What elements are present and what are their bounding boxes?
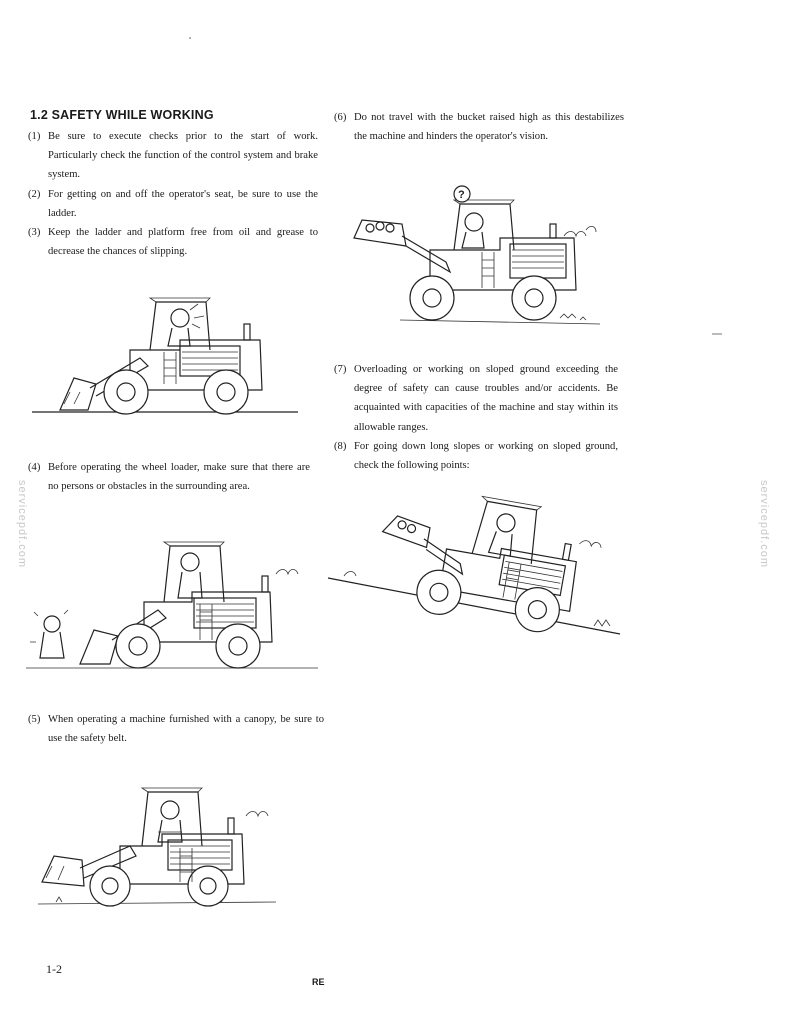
- item-number: (8): [334, 440, 347, 452]
- page-number: 1-2: [46, 962, 62, 976]
- item-text: Before operating the wheel loader, make sure that there are no persons or obstacles in the surrounding area.: [48, 462, 310, 493]
- item-number: (4): [28, 462, 41, 473]
- item-number: (2): [28, 188, 41, 200]
- item-text: Be sure to execute checks prior to the start of work. Particularly check the function of the control system and brake system.: [48, 131, 318, 181]
- item-number: (7): [334, 364, 347, 375]
- question-mark-icon: ?: [458, 189, 465, 201]
- item-text: Overloading or working on sloped ground exceeding the degree of safety can cause troubles and/or accidents. Be acquainted with capacities of the machine and stay within its allowable ranges.: [354, 364, 618, 433]
- item-number: (1): [28, 131, 41, 142]
- item-number: (6): [334, 112, 347, 123]
- document-code: RE: [312, 977, 325, 987]
- item-text: Keep the ladder and platform free from oil and grease to decrease the chances of slipping.: [48, 227, 318, 258]
- item-text: When operating a machine furnished with a canopy, be sure to use the safety belt.: [48, 714, 324, 745]
- item-number: (5): [28, 714, 41, 725]
- item-text: For going down long slopes or working on sloped ground, check the following points:: [354, 440, 618, 472]
- item-text: For getting on and off the operator's seat, be sure to use the ladder.: [48, 188, 318, 219]
- watermark-right: servicepdf.com: [757, 480, 770, 568]
- item-number: (3): [28, 227, 41, 239]
- item-text: Do not travel with the bucket raised high as this destabilizes the machine and hinders the operator's vision.: [354, 112, 624, 143]
- watermark-left: servicepdf.com: [15, 480, 28, 568]
- section-heading: 1.2 SAFETY WHILE WORKING: [30, 108, 214, 122]
